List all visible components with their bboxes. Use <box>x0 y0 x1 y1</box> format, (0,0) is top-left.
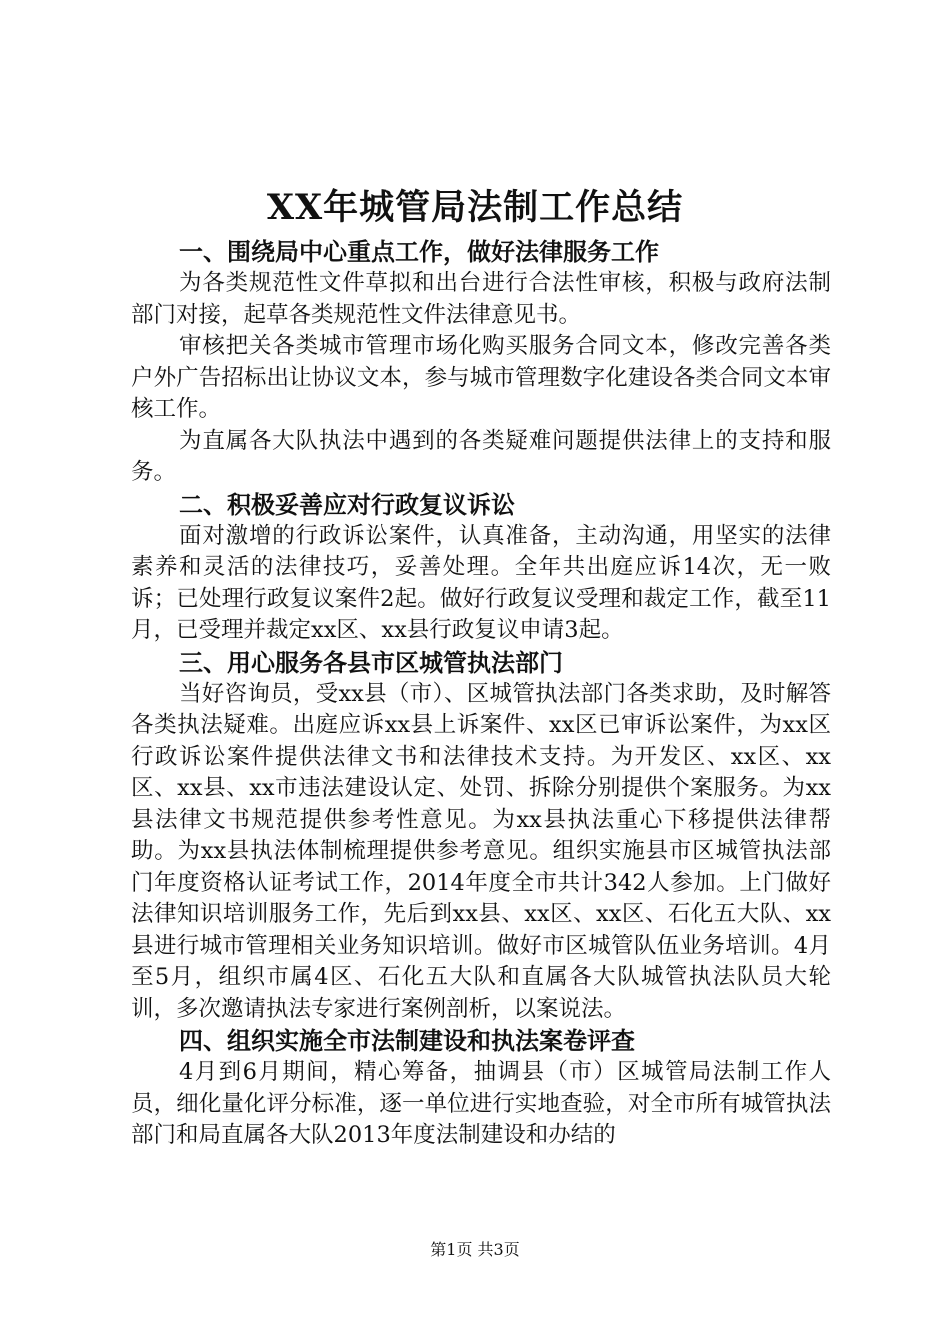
paragraph: 为直属各大队执法中遇到的各类疑难问题提供法律上的支持和服务。 <box>131 427 831 485</box>
section-heading: 二、积极妥善应对行政复议诉讼 <box>179 490 515 519</box>
section-heading: 一、围绕局中心重点工作，做好法律服务工作 <box>179 238 659 266</box>
paragraph: 审核把关各类城市管理市场化购买服务合同文本，修改完善各类户外广告招标出让协议文本，参与城市管理数字化建设各类合同文本审核工作。 <box>131 333 831 422</box>
paragraph: 当好咨询员，受xx县（市）、区城管执法部门各类求助，及时解答各类执法疑难。出庭应诉xx县上诉案件、xx区已审诉讼案件，为xx区行政诉讼案件提供法律文书和法律技术支持。为开发区、xx区、xx区、xx县、xx市违法建设认定、处罚、拆除分别提供个案服务。为xx县法律文书规范提供参考性意见。为xx县执法重心下移提供法律帮助。为xx县执法体制梳理提供参考意见。组织实施县市区城管执法部门年度资格认证考试工作，2014年度全市共计342人参加。上门做好法律知识培训服务工作，先后到xx县、xx区、xx区、石化五大队、xx县进行城市管理相关业务知识培训。做好市区城管队伍业务培训。4月至5月，组织市属4区、石化五大队和直属各大队城管执法队员大轮训，多次邀请执法专家进行案例剖析，以案说法。 <box>131 680 831 1022</box>
section-heading: 四、组织实施全市法制建设和执法案卷评查 <box>179 1027 635 1055</box>
document-body <box>131 236 831 1152</box>
document-title: XX年城管局法制工作总结 <box>266 187 684 228</box>
page-number: 第1页 共3页 <box>430 1240 520 1259</box>
paragraph: 4月到6月期间，精心筹备，抽调县（市）区城管局法制工作人员，细化量化评分标准，逐一单位进行实地查验，对全市所有城管执法部门和局直属各大队2013年度法制建设和办结的 <box>131 1059 831 1148</box>
section-heading: 三、用心服务各县市区城管执法部门 <box>179 648 563 677</box>
paragraph: 为各类规范性文件草拟和出台进行合法性审核，积极与政府法制部门对接，起草各类规范性文件法律意见书。 <box>131 270 831 328</box>
paragraph: 面对激增的行政诉讼案件，认真准备，主动沟通，用坚实的法律素养和灵活的法律技巧，妥善处理。全年共出庭应诉14次，无一败诉；已处理行政复议案件2起。做好行政复议受理和裁定工作，截至11月，已受理并裁定xx区、xx县行政复议申请3起。 <box>131 522 831 643</box>
